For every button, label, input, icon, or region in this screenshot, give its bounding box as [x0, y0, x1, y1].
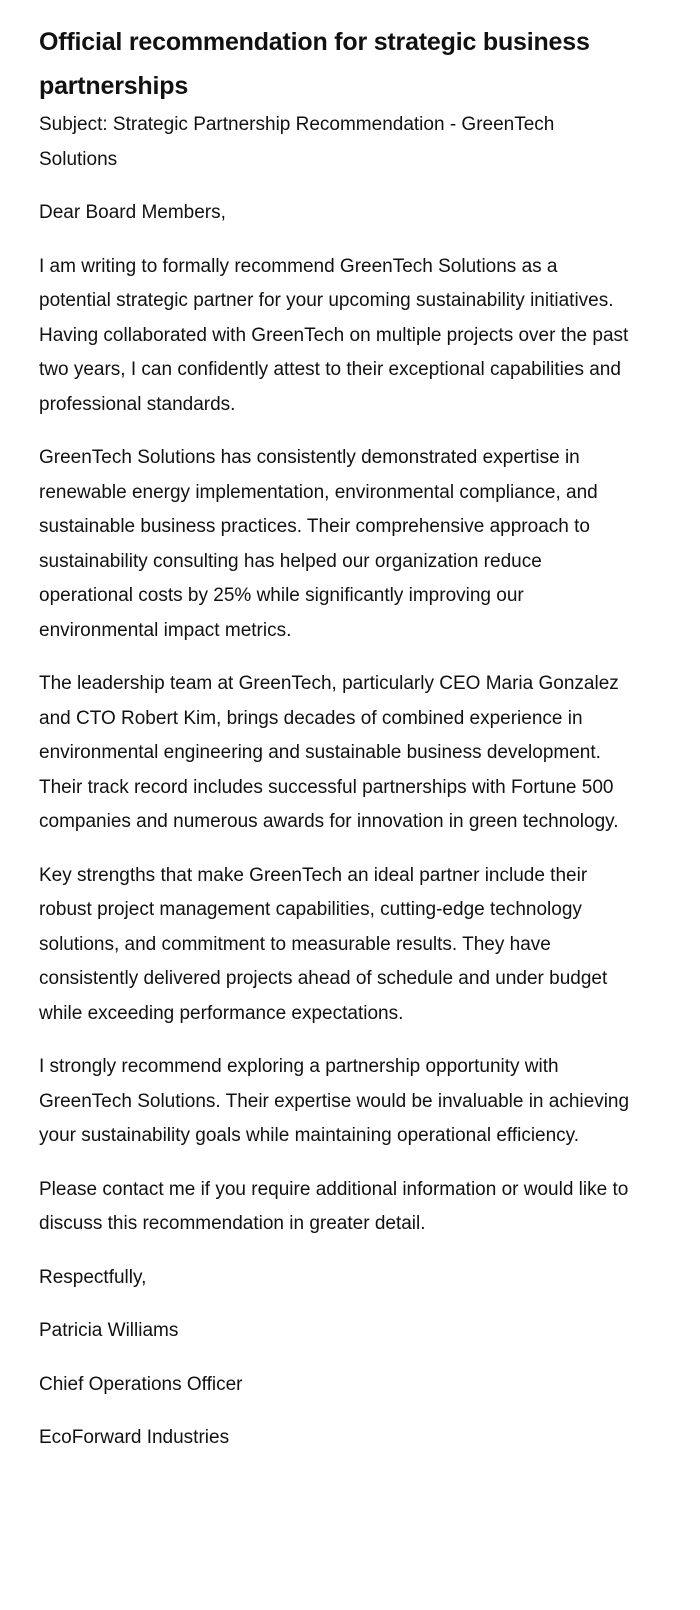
- salutation: Dear Board Members,: [39, 202, 226, 223]
- subject-line: Subject: Strategic Partnership Recommendation - GreenTech Solutions: [39, 114, 555, 170]
- body-paragraph: Key strengths that make GreenTech an ideal partner include their robust project management capabilities, cutting-edge technology solutions, and commitment to measurable results. They have consistently delivered projects ahead of schedule and under budget while exceeding performance expectations.: [39, 864, 608, 1024]
- signature-position: Chief Operations Officer: [39, 1373, 243, 1395]
- body-paragraph: The leadership team at GreenTech, particularly CEO Maria Gonzalez and CTO Robert Kim, brings decades of combined experience in environmental engineering and sustainable business development. Their track record includes successful partnerships with Fortune 500 companies and numerous awards for innovation in green technology.: [39, 673, 619, 832]
- document-title: Official recommendation for strategic business partnerships: [39, 28, 590, 100]
- closing: Respectfully,: [39, 1266, 147, 1288]
- body-paragraph: I strongly recommend exploring a partnership opportunity with GreenTech Solutions. Their expertise would be invaluable in achieving your sustainability goals while maintaining operational efficiency.: [39, 1056, 630, 1146]
- signature-name: Patricia Williams: [39, 1320, 179, 1341]
- body-paragraph: GreenTech Solutions has consistently demonstrated expertise in renewable energy implementation, environmental compliance, and sustainable business practices. Their comprehensive approach to sustainability consulting has helped our organization reduce operational costs by 25% while significantly improving our environmental impact metrics.: [39, 447, 598, 641]
- body-paragraph: I am writing to formally recommend GreenTech Solutions as a potential strategic partner for your upcoming sustainability initiatives. Having collaborated with GreenTech on multiple projects over the past two years, I can confidently attest to their exceptional capabilities and professional standards.: [39, 255, 629, 415]
- body-paragraph: Please contact me if you require additional information or would like to discuss this recommendation in greater detail.: [39, 1178, 629, 1234]
- signature-company: EcoForward Industries: [39, 1427, 230, 1448]
